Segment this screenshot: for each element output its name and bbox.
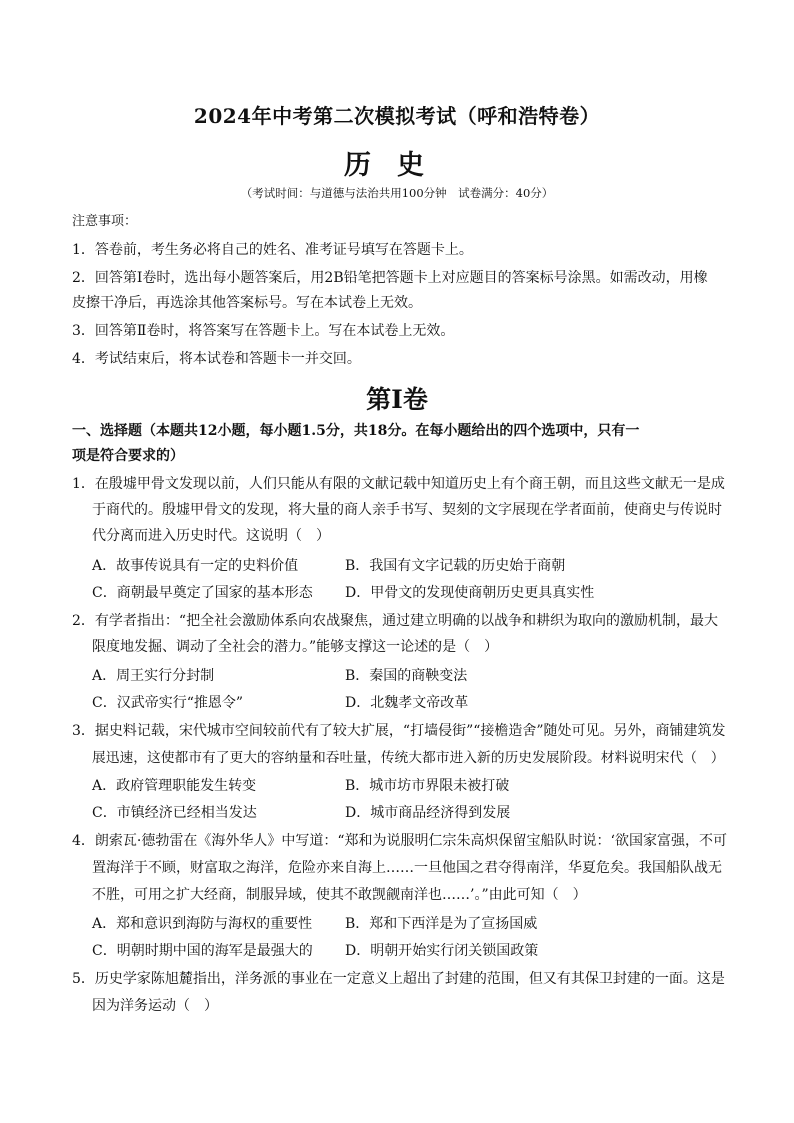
question-4-stem: 不胜，可用之扩大经商，制服异域，使其不敢觊觎南洋也……’。”由此可知（ ）: [92, 887, 587, 903]
section-title: 第Ⅰ卷: [366, 385, 428, 414]
question-3-option-c: C．市镇经济已经相当发达: [92, 805, 257, 821]
question-1-option-c: C．商朝最早奠定了国家的基本形态: [92, 585, 313, 601]
question-4-option-a: A．郑和意识到海防与海权的重要性: [92, 916, 313, 932]
question-2-stem: 2．有学者指出：“把全社会激励体系向农战聚焦，通过建立明确的以战争和耕织为取向的激励机制，最大: [72, 613, 719, 629]
question-3-stem: 展迅速，这使都市有了更大的容纳量和吞吐量，传统大都市进入新的历史发展阶段。材料说明宋代（ ）: [92, 750, 725, 766]
question-4-stem: 置海洋于不顾，财富取之海洋，危险亦来自海上……一旦他国之君夺得南洋，华夏危矣。我国船队战无: [92, 860, 722, 876]
question-1-option-b: B．我国有文字记载的历史始于商朝: [345, 558, 566, 574]
notice-heading: 注意事项：: [72, 214, 138, 229]
question-2-option-a: A．周王实行分封制: [92, 668, 215, 684]
question-2-option-b: B．秦国的商鞅变法: [345, 668, 468, 684]
question-3-option-b: B．城市坊市界限未被打破: [345, 778, 510, 794]
question-2-stem: 限度地发掘、调动了全社会的潜力。”能够支撑这一论述的是（ ）: [92, 639, 499, 655]
question-4-option-d: D．明朝开始实行闭关锁国政策: [345, 943, 539, 959]
exam-title: 2024年中考第二次模拟考试（呼和浩特卷）: [193, 104, 601, 128]
notice-item: 2．回答第Ⅰ卷时，选出每小题答案后，用2B铅笔把答题卡上对应题目的答案标号涂黑。如需改动，用橡: [72, 270, 708, 286]
question-3-option-d: D．城市商品经济得到发展: [345, 805, 511, 821]
subject-title: 历史: [344, 150, 450, 181]
notice-item: 1．答卷前，考生务必将自己的姓名、准考证号填写在答题卡上。: [72, 242, 473, 258]
question-2-option-c: C．汉武帝实行“推恩令”: [92, 695, 244, 711]
question-5-stem: 5．历史学家陈旭麓指出，洋务派的事业在一定意义上超出了封建的范围，但又有其保卫封建的一面。这是: [72, 971, 725, 987]
question-1-stem: 1．在殷墟甲骨文发现以前，人们只能从有限的文献记载中知道历史上有个商王朝，而且这些文献无一是成: [72, 476, 725, 492]
notice-item: 皮擦干净后，再选涂其他答案标号。写在本试卷上无效。: [72, 295, 422, 311]
notice-item: 4．考试结束后，将本试卷和答题卡一并交回。: [72, 351, 361, 367]
question-2-option-d: D．北魏孝文帝改革: [345, 695, 469, 711]
question-1-stem: 于商代的。殷墟甲骨文的发现，将大量的商人亲手书写、契刻的文字展现在学者面前，使商史与传说时: [92, 502, 722, 518]
question-1-option-a: A．故事传说具有一定的史料价值: [92, 558, 299, 574]
exam-info: （考试时间：与道德与法治共用100分钟 试卷满分：40分）: [240, 186, 554, 200]
question-4-option-c: C．明朝时期中国的海军是最强大的: [92, 943, 313, 959]
question-5-stem: 因为洋务运动（ ）: [92, 998, 218, 1014]
question-1-option-d: D．甲骨文的发现使商朝历史更具真实性: [345, 585, 595, 601]
question-4-option-b: B．郑和下西洋是为了宣扬国威: [345, 916, 538, 932]
question-4-stem: 4．朗索瓦·德勃雷在《海外华人》中写道：“郑和为说服明仁宗朱高炽保留宝船队时说：‘欲国家富强，不可: [72, 833, 727, 849]
notice-item: 3．回答第Ⅱ卷时，将答案写在答题卡上。写在本试卷上无效。: [72, 323, 455, 339]
section-instruction: 项是符合要求的）: [72, 448, 184, 464]
question-3-option-a: A．政府管理职能发生转变: [92, 778, 257, 794]
question-1-stem: 代分离而进入历史时代。这说明（ ）: [92, 528, 330, 544]
question-3-stem: 3．据史料记载，宋代城市空间较前代有了较大扩展，“打墙侵街”“接檐造舍”随处可见。另外，商铺建筑发: [72, 723, 726, 739]
section-instruction: 一、选择题（本题共12小题，每小题1.5分，共18分。在每小题给出的四个选项中，只有一: [72, 423, 640, 439]
